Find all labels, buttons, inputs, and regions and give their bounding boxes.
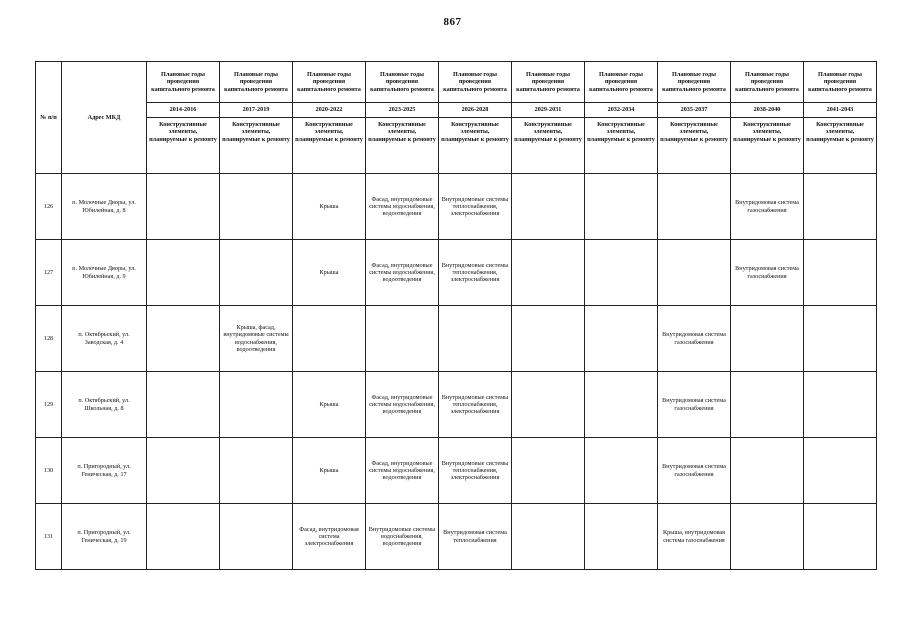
column-header-address: Адрес МКД (62, 62, 147, 174)
repair-cell (220, 174, 293, 240)
repair-cell (585, 372, 658, 438)
repair-cell (512, 504, 585, 570)
repair-cell (147, 240, 220, 306)
period-header: 2017-2019 (220, 103, 293, 118)
elements-header: Конструктивные элементы, планируемые к ремонту (512, 118, 585, 174)
repair-cell (658, 174, 731, 240)
repair-cell (585, 306, 658, 372)
repair-cell (220, 372, 293, 438)
repair-cell (731, 438, 804, 504)
elements-header: Конструктивные элементы, планируемые к ремонту (366, 118, 439, 174)
repair-cell (147, 372, 220, 438)
repair-cell (512, 306, 585, 372)
period-header: 2026-2028 (439, 103, 512, 118)
elements-header: Конструктивные элементы, планируемые к ремонту (293, 118, 366, 174)
period-header: 2041-2043 (804, 103, 877, 118)
repair-cell: Внутридомовые системы теплоснабжения, электроснабжения (439, 372, 512, 438)
repair-cell (220, 240, 293, 306)
repair-cell: Фасад, внутридомовые системы водоснабжения, водоотведения (366, 438, 439, 504)
plan-header: Плановые годы проведения капитального ремонта (293, 62, 366, 103)
repair-cell (585, 504, 658, 570)
header-row-plan (36, 62, 877, 103)
repair-cell (147, 504, 220, 570)
repair-cell (731, 504, 804, 570)
repair-cell (804, 438, 877, 504)
repair-cell (804, 174, 877, 240)
table-row (36, 372, 877, 438)
repair-cell (439, 306, 512, 372)
address-cell: п. Пригородный, ул. Геническая, д. 17 (62, 438, 147, 504)
table-row (36, 306, 877, 372)
repair-cell (147, 306, 220, 372)
period-header: 2014-2016 (147, 103, 220, 118)
repair-cell: Фасад, внутридомовые системы водоснабжения, водоотведения (366, 174, 439, 240)
repair-cell: Внутридомовая система газоснабжения (658, 438, 731, 504)
repair-cell (731, 306, 804, 372)
period-header: 2020-2022 (293, 103, 366, 118)
elements-header: Конструктивные элементы, планируемые к ремонту (585, 118, 658, 174)
table-row (36, 240, 877, 306)
repair-cell: Крыша (293, 438, 366, 504)
address-cell: п. Пригородный, ул. Геническая, д. 19 (62, 504, 147, 570)
elements-header: Конструктивные элементы, планируемые к ремонту (658, 118, 731, 174)
repair-cell: Фасад, внутридомовые системы водоснабжения, водоотведения (366, 372, 439, 438)
repair-cell: Фасад, внутридомовые системы водоснабжения, водоотведения (366, 240, 439, 306)
repair-cell (585, 240, 658, 306)
repair-cell: Фасад, внутридомовая система электроснабжения (293, 504, 366, 570)
elements-header: Конструктивные элементы, планируемые к ремонту (804, 118, 877, 174)
address-cell: п. Октябрьский, ул. Школьная, д. 8 (62, 372, 147, 438)
repair-cell (658, 240, 731, 306)
row-number: 131 (36, 504, 62, 570)
repair-cell: Внутридомовая система газоснабжения (658, 372, 731, 438)
repair-cell: Крыша (293, 372, 366, 438)
row-number: 128 (36, 306, 62, 372)
elements-header: Конструктивные элементы, планируемые к ремонту (731, 118, 804, 174)
plan-header: Плановые годы проведения капитального ремонта (585, 62, 658, 103)
period-header: 2023-2025 (366, 103, 439, 118)
repair-cell: Внутридомовая система газоснабжения (658, 306, 731, 372)
address-cell: п. Молочные Дворы, ул. Юбилейная, д. 8 (62, 174, 147, 240)
repair-cell (804, 504, 877, 570)
period-header: 2035-2037 (658, 103, 731, 118)
repair-cell (220, 504, 293, 570)
repair-cell: Крыша (293, 240, 366, 306)
plan-header: Плановые годы проведения капитального ремонта (220, 62, 293, 103)
plan-header: Плановые годы проведения капитального ремонта (439, 62, 512, 103)
column-header-number: № п/п (36, 62, 62, 174)
repair-cell (731, 372, 804, 438)
repair-cell (220, 438, 293, 504)
row-number: 126 (36, 174, 62, 240)
plan-header: Плановые годы проведения капитального ремонта (658, 62, 731, 103)
repair-cell (804, 240, 877, 306)
repair-cell (804, 372, 877, 438)
repair-cell: Внутридомовые системы теплоснабжения, электроснабжения (439, 438, 512, 504)
elements-header: Конструктивные элементы, планируемые к ремонту (220, 118, 293, 174)
repair-cell (804, 306, 877, 372)
repair-cell: Внутридомовые системы водоснабжения, водоотведения (366, 504, 439, 570)
table-row (36, 504, 877, 570)
row-number: 129 (36, 372, 62, 438)
repair-cell (366, 306, 439, 372)
repair-cell (512, 438, 585, 504)
plan-header: Плановые годы проведения капитального ремонта (147, 62, 220, 103)
repair-cell: Внутридомовая система газоснабжения (731, 174, 804, 240)
plan-header: Плановые годы проведения капитального ремонта (804, 62, 877, 103)
table-row (36, 438, 877, 504)
repair-cell (147, 438, 220, 504)
plan-header: Плановые годы проведения капитального ремонта (512, 62, 585, 103)
row-number: 127 (36, 240, 62, 306)
repair-cell: Внутридомовые системы теплоснабжения, электроснабжения (439, 240, 512, 306)
repair-cell: Внутридомовая система теплоснабжения (439, 504, 512, 570)
period-header: 2032-2034 (585, 103, 658, 118)
period-header: 2029-2031 (512, 103, 585, 118)
repair-cell (512, 240, 585, 306)
plan-header: Плановые годы проведения капитального ремонта (366, 62, 439, 103)
repair-cell (585, 174, 658, 240)
row-number: 130 (36, 438, 62, 504)
address-cell: п. Октябрьский, ул. Заводская, д. 4 (62, 306, 147, 372)
elements-header: Конструктивные элементы, планируемые к ремонту (439, 118, 512, 174)
repair-cell: Крыша (293, 174, 366, 240)
capital-repair-schedule-table (35, 61, 877, 570)
repair-cell (147, 174, 220, 240)
address-cell: п. Молочные Дворы, ул. Юбилейная, д. 9 (62, 240, 147, 306)
repair-cell (585, 438, 658, 504)
repair-cell: Внутридомовая система газоснабжения (731, 240, 804, 306)
elements-header: Конструктивные элементы, планируемые к ремонту (147, 118, 220, 174)
header-row-elements (36, 118, 877, 174)
plan-header: Плановые годы проведения капитального ремонта (731, 62, 804, 103)
repair-cell: Крыша, фасад, внутридомовые системы водоснабжения, водоотведения (220, 306, 293, 372)
repair-cell: Внутридомовые системы теплоснабжения, электроснабжения (439, 174, 512, 240)
header-row-years (36, 103, 877, 118)
table-row (36, 174, 877, 240)
period-header: 2038-2040 (731, 103, 804, 118)
repair-cell (512, 174, 585, 240)
repair-cell (512, 372, 585, 438)
repair-cell (293, 306, 366, 372)
page-number: 867 (443, 16, 462, 28)
repair-cell: Крыша, внутридомовая система газоснабжения (658, 504, 731, 570)
